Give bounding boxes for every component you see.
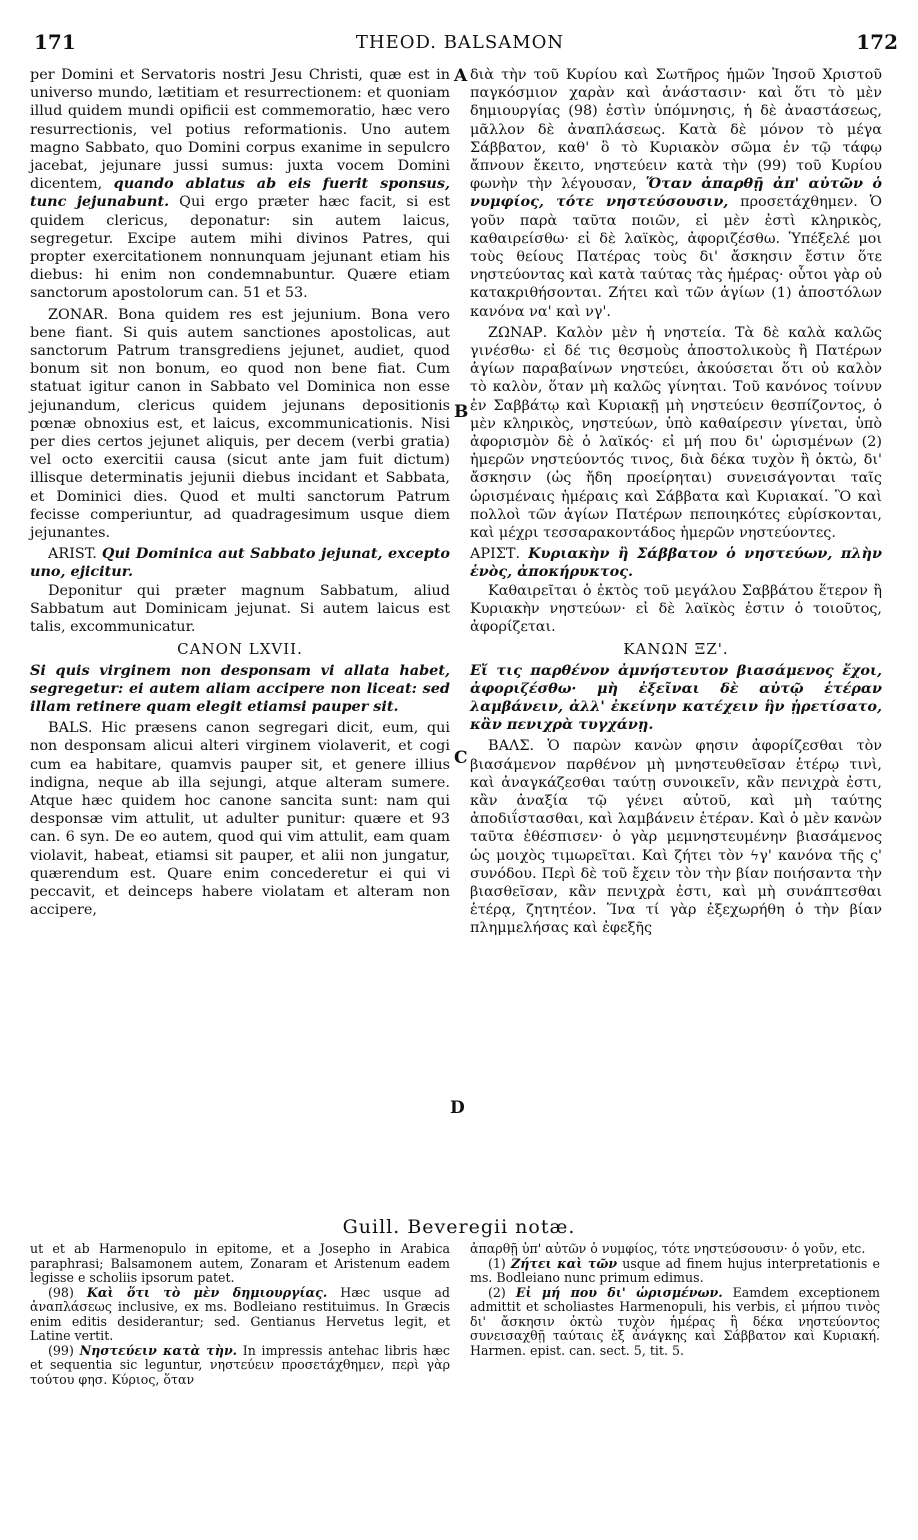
note-1-label: (1) [488,1255,506,1271]
greek-arist-label: ΑΡΙΣΤ. [470,546,521,563]
note-right-1: ἀπαρθῇ ὑπ' αὐτῶν ὁ νυμφίος, τότε νηστεύσουσιν· ὁ γοῦν, etc. [470,1241,866,1256]
greek-zonar-text: Καλὸν μὲν ἡ νηστεία. Τὰ δὲ καλὰ καλῶς γινέσθω· εἰ δέ τις θεσμοὺς ἀποστολικοὺς ἢ Πατέρων ἁγίων παραβαίνων νηστεύει, ἀκούσεται ὅτι οὐ καλὸν τὸ καλὸν, ὅταν μὴ καλῶς γίνηται. Τοῦ κανόνος τοίνυν ἐν Σαββάτῳ καὶ Κυριακῇ μὴ νηστεύειν θεσπίζοντος, ὁ μὲν κληρικὸς, νηστεύων, ὑπὸ καθαίρεσιν γίνεται, ὑπὸ ἀφορισμὸν δὲ ὁ λαϊκός· εἰ μή που δι' ὡρισμένων (2) ἡμερῶν νηστεύοντός τινος, διὰ δέκα τυχὸν ἢ ὀκτὼ, δι' ἄσκησιν (ὡς ἤδη προείρηται) συνεισάγονται ταῖς ὡρισμέναις ἡμέραις καὶ Σάββατα καὶ Κυριακαί. Ὃ καὶ πολλοὶ τῶν ἁγίων Πατέρων πεποιηκότες εὑρίσκονται, καὶ μέχρι τεσσαρακοντάδος ἡμερῶν νηστεύοντες. [470,324,882,542]
latin-arist-text: Deponitur qui præter magnum Sabbatum, aliud Sabbatum aut Dominicam jejunat. Si autem laicus est talis, excommunicatur. [30,582,450,636]
greek-bals-section [470,737,882,937]
latin-zonar-text: Bona quidem res est jejunium. Bona vero bene fiant. Si quis autem sanctiones apostolicas, aut sanctorum Patrum transgrediens jejunet, audiet, quod bonum sit non bonum, eo quod non bene fiat. Cum statuat igitur canon in Sabbato vel Dominica non esse jejunandum, clericus quidem jejunans depositionis pœnæ obnoxius est, et laicus, excommunicationis. Nisi per dies certos jejunet aliquis, per decem (verbi gratia) vel octo exercitii causa (sicut ante jam fuit dictum) illisque determinatis jejunii diebus incidant et Sabbata, et Dominici dies. Quod et multi sanctorum Patrum fecisse comperiuntur, ad quadragesimum usque diem jejunantes. [30,306,450,542]
latin-arist-heading [30,545,450,581]
latin-p1-quote: quando ablatus ab eis fuerit sponsus, tunc jejunabunt. [30,175,450,211]
greek-canon-text: Εἴ τις παρθένον ἀμνήστευτον βιασάμενος ἔχοι, ἀφοριζέσθω· μὴ ἐξεῖναι δὲ αὐτῷ ἑτέραν λαμβάνειν, ἀλλ' ἐκείνην κατέχειν ἣν ᾑρετίσατο, κἂν πενιχρὰ τυγχάνῃ. [470,661,882,734]
greek-p1-rest: προσετάχθημεν. Ὁ γοῦν παρὰ ταῦτα ποιῶν, εἰ μὲν ἐστὶ κληρικὸς, καθαιρείσθω· εἰ δὲ λαϊκὸς, ἀφοριζέσθω. Ὑπέξελέ μοι τοὺς θείους Πατέρας τοὺς δι' ἄσκησιν ἔστιν ὅτε νηστεύοντας καὶ κατὰ ταύτας τὰς ἡμέρας· οὗτοι γὰρ οὐ κατακριθήσονται. Ζήτει καὶ τῶν ἁγίων (1) ἀποστόλων κανόνα να' καὶ νγ'. [470,194,882,320]
note-98-label: (98) [48,1284,74,1300]
note-99-text: In impressis antehac libris hæc et sequentia sic leguntur, νηστεύειν προσετάχθημεν, περὶ γὰρ τούτου φησ. Κύριος, ὅταν [30,1342,450,1387]
note-2-label: (2) [488,1284,506,1300]
greek-p1-quote: Ὅταν ἀπαρθῇ ἀπ' αὐτῶν ὁ νυμφίος, τότε νηστεύσουσιν, [470,175,882,211]
note-98-text: Hæc usque ad ἀναπλάσεως inclusive, ex ms. Bodleiano restituimus. In Græcis enim editis desiderantur; sed. Gentianus Hervetus legit, et Latine vertit. [30,1284,450,1343]
note-2-text: Eamdem exceptionem admittit et scholiastes Harmenopuli, his verbis, εἰ μήπου τινὸς δι' ἄσκησιν ὀκτὼ τυχὸν ἡμέρας ἢ δέκα νηστεύοντος συνεισαχθῇ ταύταις ἐξ ἀνάγκης καὶ Σάββατον καὶ Κυριακή. Harmen. epist. can. sect. 5, tit. 5. [470,1284,880,1358]
greek-arist-section [470,582,882,637]
note-left-1: ut et ab Harmenopulo in epitome, et a Josepho in Arabica paraphrasi; Balsamonem autem, Zonaram et Aristenum eadem legisse e scholiis ipsorum patet. [30,1241,450,1285]
latin-bals-section [30,719,450,919]
greek-paragraph-1 [470,66,882,321]
greek-zonar-label: ΖΩΝΑΡ. [488,324,548,341]
page-number-right: 172 [856,30,898,54]
latin-arist-label: ARIST. [48,546,97,563]
note-2 [470,1286,880,1359]
page-number-left: 171 [34,30,76,54]
latin-paragraph-1 [30,66,450,303]
notes-title: Guill. Beveregii notæ. [342,1216,576,1238]
latin-bals-label: BALS. [48,720,93,737]
latin-bals-text: Hic præsens canon segregari dicit, eum, qui non desponsam alicui alteri virginem violaverit, et cogi cum ea habitare, quamvis pauper sit, et genere illius indigna, neque ab illa sejungi, atque alteram sumere. Atque hæc quidem hoc canone sancita sunt: nam qui desponsæ vim attulit, ut adulter punitur: quære et 93 can. 6 syn. De eo autem, quod qui vim attulit, eam quam violavit, habeat, etiamsi sit pauper, et alii non jungatur, quærendum est. Quare enim concederetur ei qui vi peccavit, et deinceps habere violatam et alteram non accipere, [30,720,451,919]
latin-p1-rest: Qui ergo præter hæc facit, si est quidem clericus, deponatur: sin autem laicus, segregetur. Excipe autem mihi divinos Patres, qui propter exercitationem nonnunquam jejunant etiam his diebus: hi enim non condemnabuntur. Quære etiam sanctorum apostolorum can. 51 et 53. [30,194,451,302]
greek-arist-text: Καθαιρεῖται ὁ ἐκτὸς τοῦ μεγάλου Σαββάτου ἕτερον ἢ Κυριακὴν νηστεύων· εἰ δὲ λαϊκὸς ἐστιν ὁ τοιοῦτος, ἀφορίζεται. [470,582,882,636]
note-1-text: usque ad finem hujus interpretationis e ms. Bodleiano nunc primum edimus. [470,1255,880,1285]
latin-p1-text: per Domini et Servatoris nostri Jesu Christi, quæ est in universo mundo, lætitiam et resurrectionem: et quoniam illud quidem mundi opificii est commemoratio, hæc vero resurrectionis, vel potius reformationis. Uno autem magno Sabbato, quo Domini corpus exanime in sepulcro jacebat, jejunare jussi sumus: juxta vocem Domini dicentem, [30,67,450,193]
notes-left-column [30,1242,450,1387]
latin-zonar-section [30,306,450,543]
greek-arist-heading [470,545,882,581]
greek-bals-label: ΒΑΛΣ. [488,738,535,755]
note-99 [30,1344,450,1388]
note-99-quote: Νηστεύειν κατὰ τὴν. [79,1342,238,1358]
greek-canon-heading: ΚΑΝΩΝ ΞΖ'. [623,640,729,659]
note-98 [30,1286,450,1344]
marker-c: C [454,748,468,768]
note-2-quote: Εἰ μή που δι' ὡρισμένων. [515,1284,723,1300]
greek-column [470,66,882,938]
latin-arist-section [30,582,450,637]
latin-canon-text: Si quis virginem non desponsam vi allata habet, segregetur: ei autem aliam accipere non liceat: sed illam retinere quam elegit etiamsi pauper sit. [30,661,450,715]
greek-arist-quote: Κυριακὴν ἢ Σάββατον ὁ νηστεύων, πλὴν ἑνὸς, ἀποκήρυκτος. [470,545,882,581]
marker-d: D [450,1098,465,1118]
page-header [22,30,898,60]
latin-arist-quote: Qui Dominica aut Sabbato jejunat, excepto uno, ejicitur. [30,545,450,581]
latin-canon-heading: CANON LXVII. [177,640,303,659]
greek-p1-text: διὰ τὴν τοῦ Κυρίου καὶ Σωτῆρος ἡμῶν Ἰησοῦ Χριστοῦ παγκόσμιον χαρὰν καὶ ἀνάστασιν· καὶ ὅτι τὸ μὲν δημιουργίας (98) ἐστὶν ὑπόμνησις, ἡ δὲ ἀναστάσεως, μᾶλλον δὲ ἀναπλάσεως. Κατὰ δὲ μόνον τὸ μέγα Σάββατον, καθ' ὃ τὸ Κυριακὸν σῶμα ἐν τῷ τάφῳ ἄπνουν ἔκειτο, νηστεύειν κατὰ τὴν (99) τοῦ Κυρίου φωνὴν τὴν λέγουσαν, [470,67,882,193]
marker-a: A [454,66,468,86]
note-1-quote: Ζήτει καὶ τῶν [511,1255,618,1271]
note-1 [470,1257,880,1286]
latin-zonar-label: ZONAR. [48,306,109,323]
notes-right-column [470,1242,880,1358]
marker-b: B [454,402,469,422]
greek-bals-text: Ὁ παρὼν κανὼν φησιν ἀφορίζεσθαι τὸν βιασάμενον παρθένον μὴ μνηστευθεῖσαν ἑτέρῳ τινὶ, καὶ ἀναγκάζεσθαι ταύτῃ συνοικεῖν, κἂν πενιχρὰ ἐστι, κἂν ἀναξία τῷ γένει αὐτοῦ, καὶ μὴ ταύτης ἀποδιΐστασθαι, καὶ λαμβάνειν ἑτέραν. Καὶ ὁ μὲν κανὼν ταῦτα ἐθέσπισεν· ὁ γὰρ μεμνηστευμένην βιασάμενος ὡς μοιχὸς τιμωρεῖται. Καὶ ζήτει τὸν ϟγ' κανόνα τῆς ς' συνόδου. Περὶ δὲ τοῦ ἔχειν τὸν τὴν βίαν ποιήσαντα τὴν βιασθεῖσαν, κἂν πενιχρὰ ἐστι, καὶ μὴ συνάπτεσθαι ἑτέρᾳ, ζητητέον. Ἵνα τί γὰρ ἐξεχωρήθη ὁ τὴν βίαν πλημμελήσας καὶ ἐφεξῆς [470,738,883,937]
note-99-label: (99) [48,1342,74,1358]
greek-zonar-section [470,324,882,542]
latin-column [30,66,450,919]
note-98-quote: Καὶ ὅτι τὸ μὲν δημιουργίας. [86,1284,328,1300]
running-title: THEOD. BALSAMON [355,32,565,53]
